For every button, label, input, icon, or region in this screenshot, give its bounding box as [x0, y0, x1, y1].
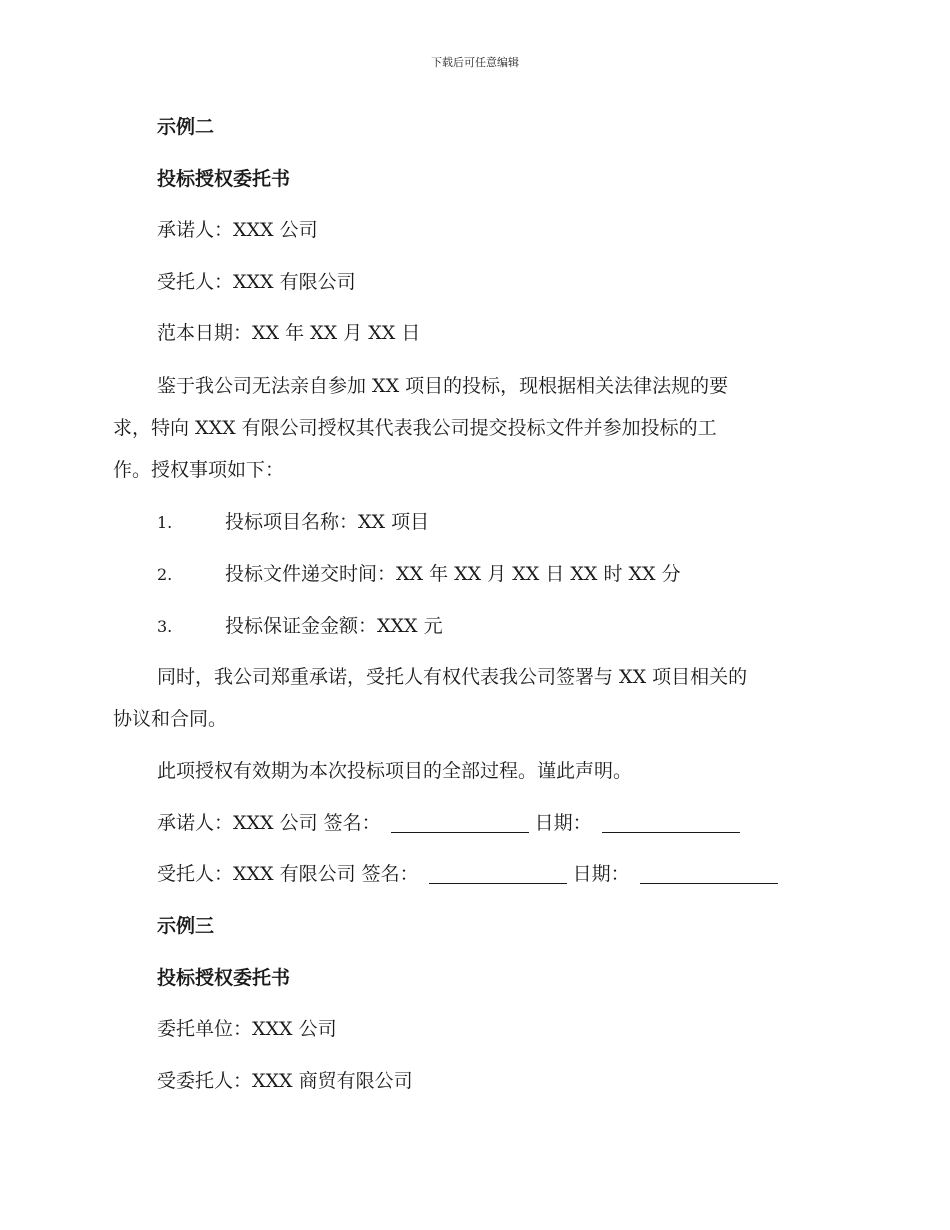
signature-blank	[429, 865, 567, 884]
list-item	[157, 614, 443, 639]
signature-row-promisor	[157, 811, 746, 835]
signature-label: 承诺人：XXX 公司 签名：	[157, 812, 381, 834]
list-item-number: 3.	[157, 617, 173, 636]
example2-heading: 示例二	[157, 116, 215, 138]
example3-trustee: 受委托人：XXX 商贸有限公司	[157, 1070, 413, 1092]
date-label: 日期：	[572, 863, 630, 885]
validity-statement: 此项授权有效期为本次投标项目的全部过程。谨此声明。	[157, 760, 633, 782]
promise-line-2: 协议和合同。	[113, 708, 228, 730]
list-item	[157, 562, 681, 587]
intro-line-1: 鉴于我公司无法亲自参加 XX 项目的投标，现根据相关法律法规的要	[157, 375, 729, 397]
example2-date: 范本日期：XX 年 XX 月 XX 日	[157, 322, 421, 344]
signature-blank	[391, 814, 529, 833]
intro-line-3: 作。授权事项如下：	[113, 459, 285, 481]
date-label: 日期：	[534, 812, 592, 834]
list-item	[157, 510, 429, 535]
list-item-text: 投标文件递交时间：XX 年 XX 月 XX 日 XX 时 XX 分	[225, 563, 681, 585]
intro-line-2: 求，特向 XXX 有限公司授权其代表我公司提交投标文件并参加投标的工	[113, 417, 717, 439]
signature-label: 受托人：XXX 有限公司 签名：	[157, 863, 419, 885]
list-item-number: 1.	[157, 513, 173, 532]
example2-title: 投标授权委托书	[157, 168, 291, 190]
date-blank	[640, 865, 778, 884]
signature-row-trustee	[157, 862, 784, 886]
list-item-text: 投标保证金金额：XXX 元	[225, 615, 443, 637]
page-header: 下载后可任意编辑	[431, 56, 519, 69]
date-blank	[602, 814, 740, 833]
list-item-number: 2.	[157, 565, 173, 584]
example3-heading: 示例三	[157, 915, 215, 937]
list-item-text: 投标项目名称：XX 项目	[225, 511, 430, 533]
example2-promisor: 承诺人：XXX 公司	[157, 219, 318, 241]
example2-trustee: 受托人：XXX 有限公司	[157, 271, 356, 293]
promise-line-1: 同时，我公司郑重承诺，受托人有权代表我公司签署与 XX 项目相关的	[157, 666, 748, 688]
example3-title: 投标授权委托书	[157, 967, 291, 989]
example3-principal: 委托单位：XXX 公司	[157, 1018, 337, 1040]
